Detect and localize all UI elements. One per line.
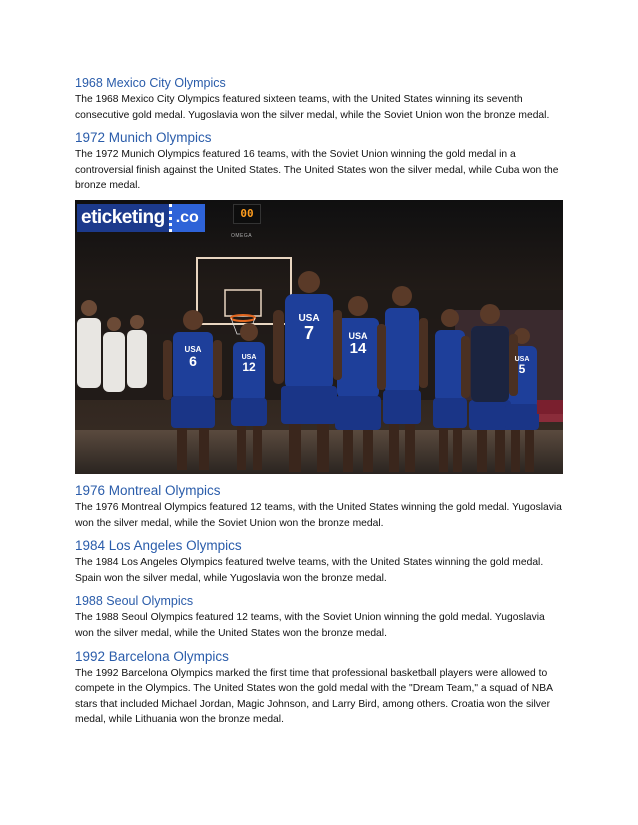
jersey-5 [507,356,537,375]
section-body: The 1984 Los Angeles Olympics featured twelve teams, with the United States winning the gold medal. Spain won the silver medal, while Yugoslavia won the bronze medal. [75,557,544,584]
jersey-14 [339,332,377,356]
section-body: The 1988 Seoul Olympics featured 12 teams, with the Soviet Union winning the gold medal. Yugoslavia won the silver medal, while the United States won the bronze medal. [75,612,545,639]
section-1976 [75,482,565,531]
section-body: The 1976 Montreal Olympics featured 12 teams, with the United States winning the gold medal. Yugoslavia won the silver medal, while the Soviet Union won the bronze medal. [75,501,562,529]
section-heading: 1984 Los Angeles Olympics [75,538,242,554]
jersey-number: 7 [303,322,314,343]
section-body: The 1968 Mexico City Olympics featured sixteen teams, with the United States winning its seventh consecutive gold medal. Yugoslavia won the silver medal, while the Soviet Union won the bronze medal. [75,94,550,121]
section-body: The 1992 Barcelona Olympics marked the first time that professional basketball players were allowed to compete in the Olympics. The United States won the gold medal with the "Dream Team," a squad of NBA stars that included Michael Jordan, Magic Johnson, and Larry Bird, among others. Croatia won the silver medal, while Lithuania won the bronze medal. [75,667,553,726]
jersey-team: USA [184,344,202,354]
section-heading: 1992 Barcelona Olympics [75,648,229,664]
eticketing-logo [77,204,205,232]
shot-clock: 00 [233,204,261,224]
jersey-team: USA [514,355,530,363]
section-body: The 1972 Munich Olympics featured 16 teams, with the Soviet Union winning the gold medal in a controversial finish against the United States. The United States won the silver medal, while Cuba won the bronze medal. [75,149,559,192]
jersey-team: USA [298,312,320,324]
jersey-team: USA [348,330,368,341]
team-usa-photo [75,200,563,474]
document-page [75,74,565,734]
jersey-number: 14 [349,339,367,357]
logo-wordmark: eticketing [77,204,169,232]
jersey-team: USA [241,353,257,361]
jersey-number: 6 [189,352,197,369]
jersey-12 [233,354,265,373]
section-1992 [75,648,565,728]
jersey-6 [177,346,209,368]
section-1988 [75,592,565,641]
scoreboard-brand: OMEGA [231,232,253,239]
section-1984 [75,537,565,586]
logo-domain: .co [169,204,205,232]
section-heading: 1972 Munich Olympics [75,130,212,146]
jersey-number: 5 [518,361,526,376]
section-heading: 1976 Montreal Olympics [75,482,221,498]
jersey-number: 12 [242,359,256,374]
section-1972 [75,129,565,194]
jersey-7 [289,314,329,342]
section-heading: 1988 Seoul Olympics [75,594,194,609]
section-heading: 1968 Mexico City Olympics [75,76,226,90]
section-1968 [75,74,565,123]
